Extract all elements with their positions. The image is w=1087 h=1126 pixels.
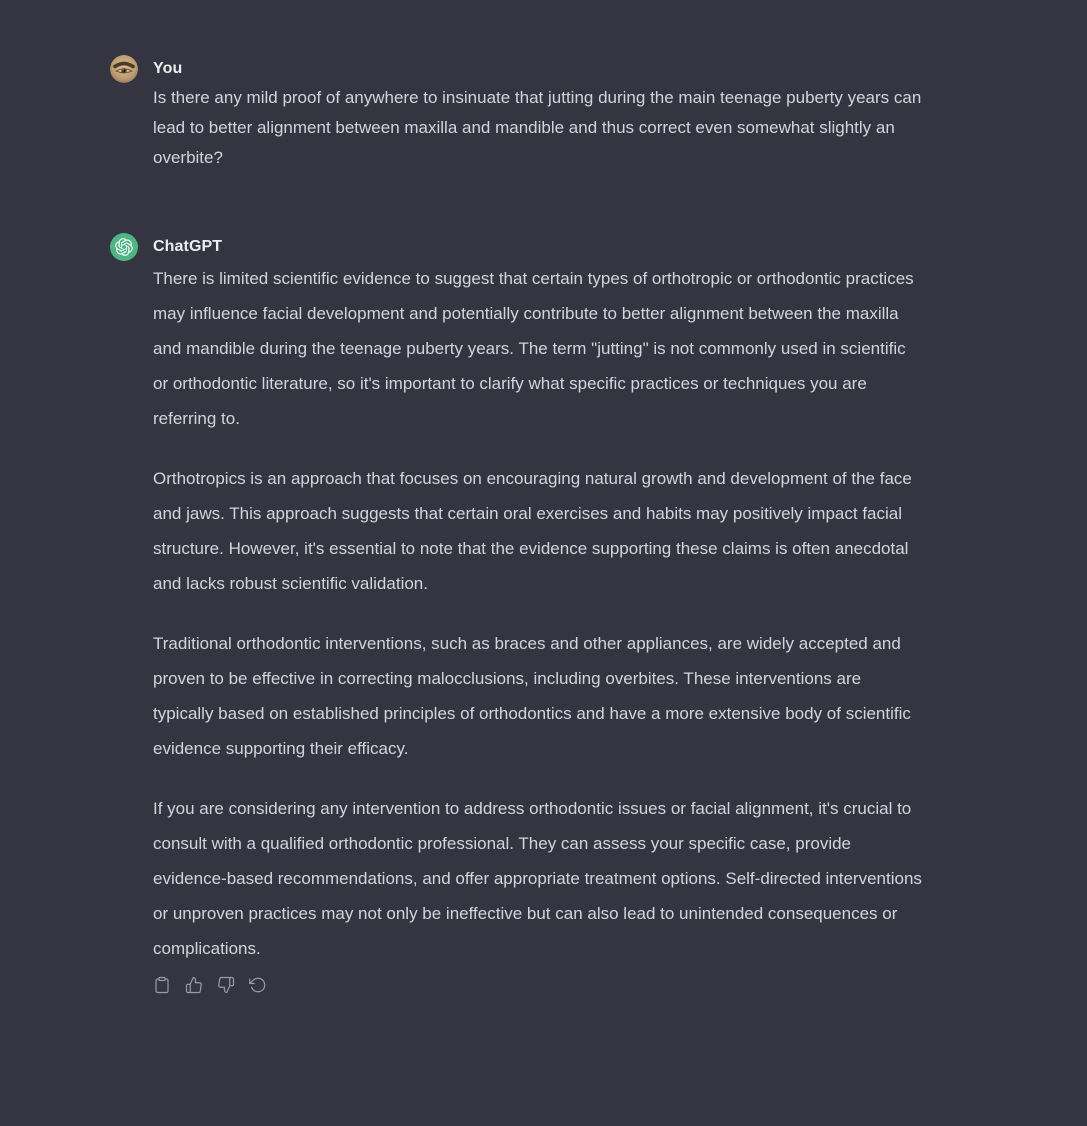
thumbs-down-icon: [217, 976, 235, 994]
message-actions: [153, 976, 923, 994]
user-message-text: Is there any mild proof of anywhere to insinuate that jutting during the main teenage puberty years can lead to better alignment between maxilla and mandible and thus correct even somewhat slightly an overbite?: [153, 88, 922, 167]
regenerate-button[interactable]: [249, 976, 267, 994]
assistant-paragraph: There is limited scientific evidence to suggest that certain types of orthotropic or orthodontic practices may influence facial development and potentially contribute to better alignment between the maxilla and mandible during the teenage puberty years. The term "jutting" is not commonly used in scientific or orthodontic literature, so it's important to clarify what specific practices or techniques you are referring to.: [153, 269, 914, 428]
assistant-message-content: [153, 233, 923, 994]
assistant-paragraph: Traditional orthodontic interventions, such as braces and other appliances, are widely accepted and proven to be effective in correcting malocclusions, including overbites. These interventions are typically based on established principles of orthodontics and have a more extensive body of scientific evidence supporting their efficacy.: [153, 634, 911, 758]
user-message: [110, 55, 1087, 173]
assistant-message: [110, 233, 1087, 994]
assistant-paragraph: If you are considering any intervention to address orthodontic issues or facial alignment, it's crucial to consult with a qualified orthodontic professional. They can assess your specific case, provide evidence-based recommendations, and offer appropriate treatment options. Self-directed interventions or unproven practices may not only be ineffective but can also lead to unintended consequences or complications.: [153, 799, 922, 958]
clipboard-icon: [153, 976, 171, 994]
thumbs-up-icon: [185, 976, 203, 994]
user-avatar: [110, 55, 138, 83]
chatgpt-avatar: [110, 233, 138, 261]
regenerate-icon: [249, 976, 267, 994]
copy-button[interactable]: [153, 976, 171, 994]
assistant-paragraph: Orthotropics is an approach that focuses on encouraging natural growth and development of the face and jaws. This approach suggests that certain oral exercises and habits may positively impact facial structure. However, it's essential to note that the evidence supporting these claims is often anecdotal and lacks robust scientific validation.: [153, 469, 912, 593]
user-message-content: [153, 55, 923, 173]
thumbs-up-button[interactable]: [185, 976, 203, 994]
openai-logo-icon: [110, 233, 138, 261]
thumbs-down-button[interactable]: [217, 976, 235, 994]
user-name: You: [153, 60, 183, 77]
assistant-name: ChatGPT: [153, 238, 223, 255]
user-avatar-eye-photo: [110, 55, 138, 83]
